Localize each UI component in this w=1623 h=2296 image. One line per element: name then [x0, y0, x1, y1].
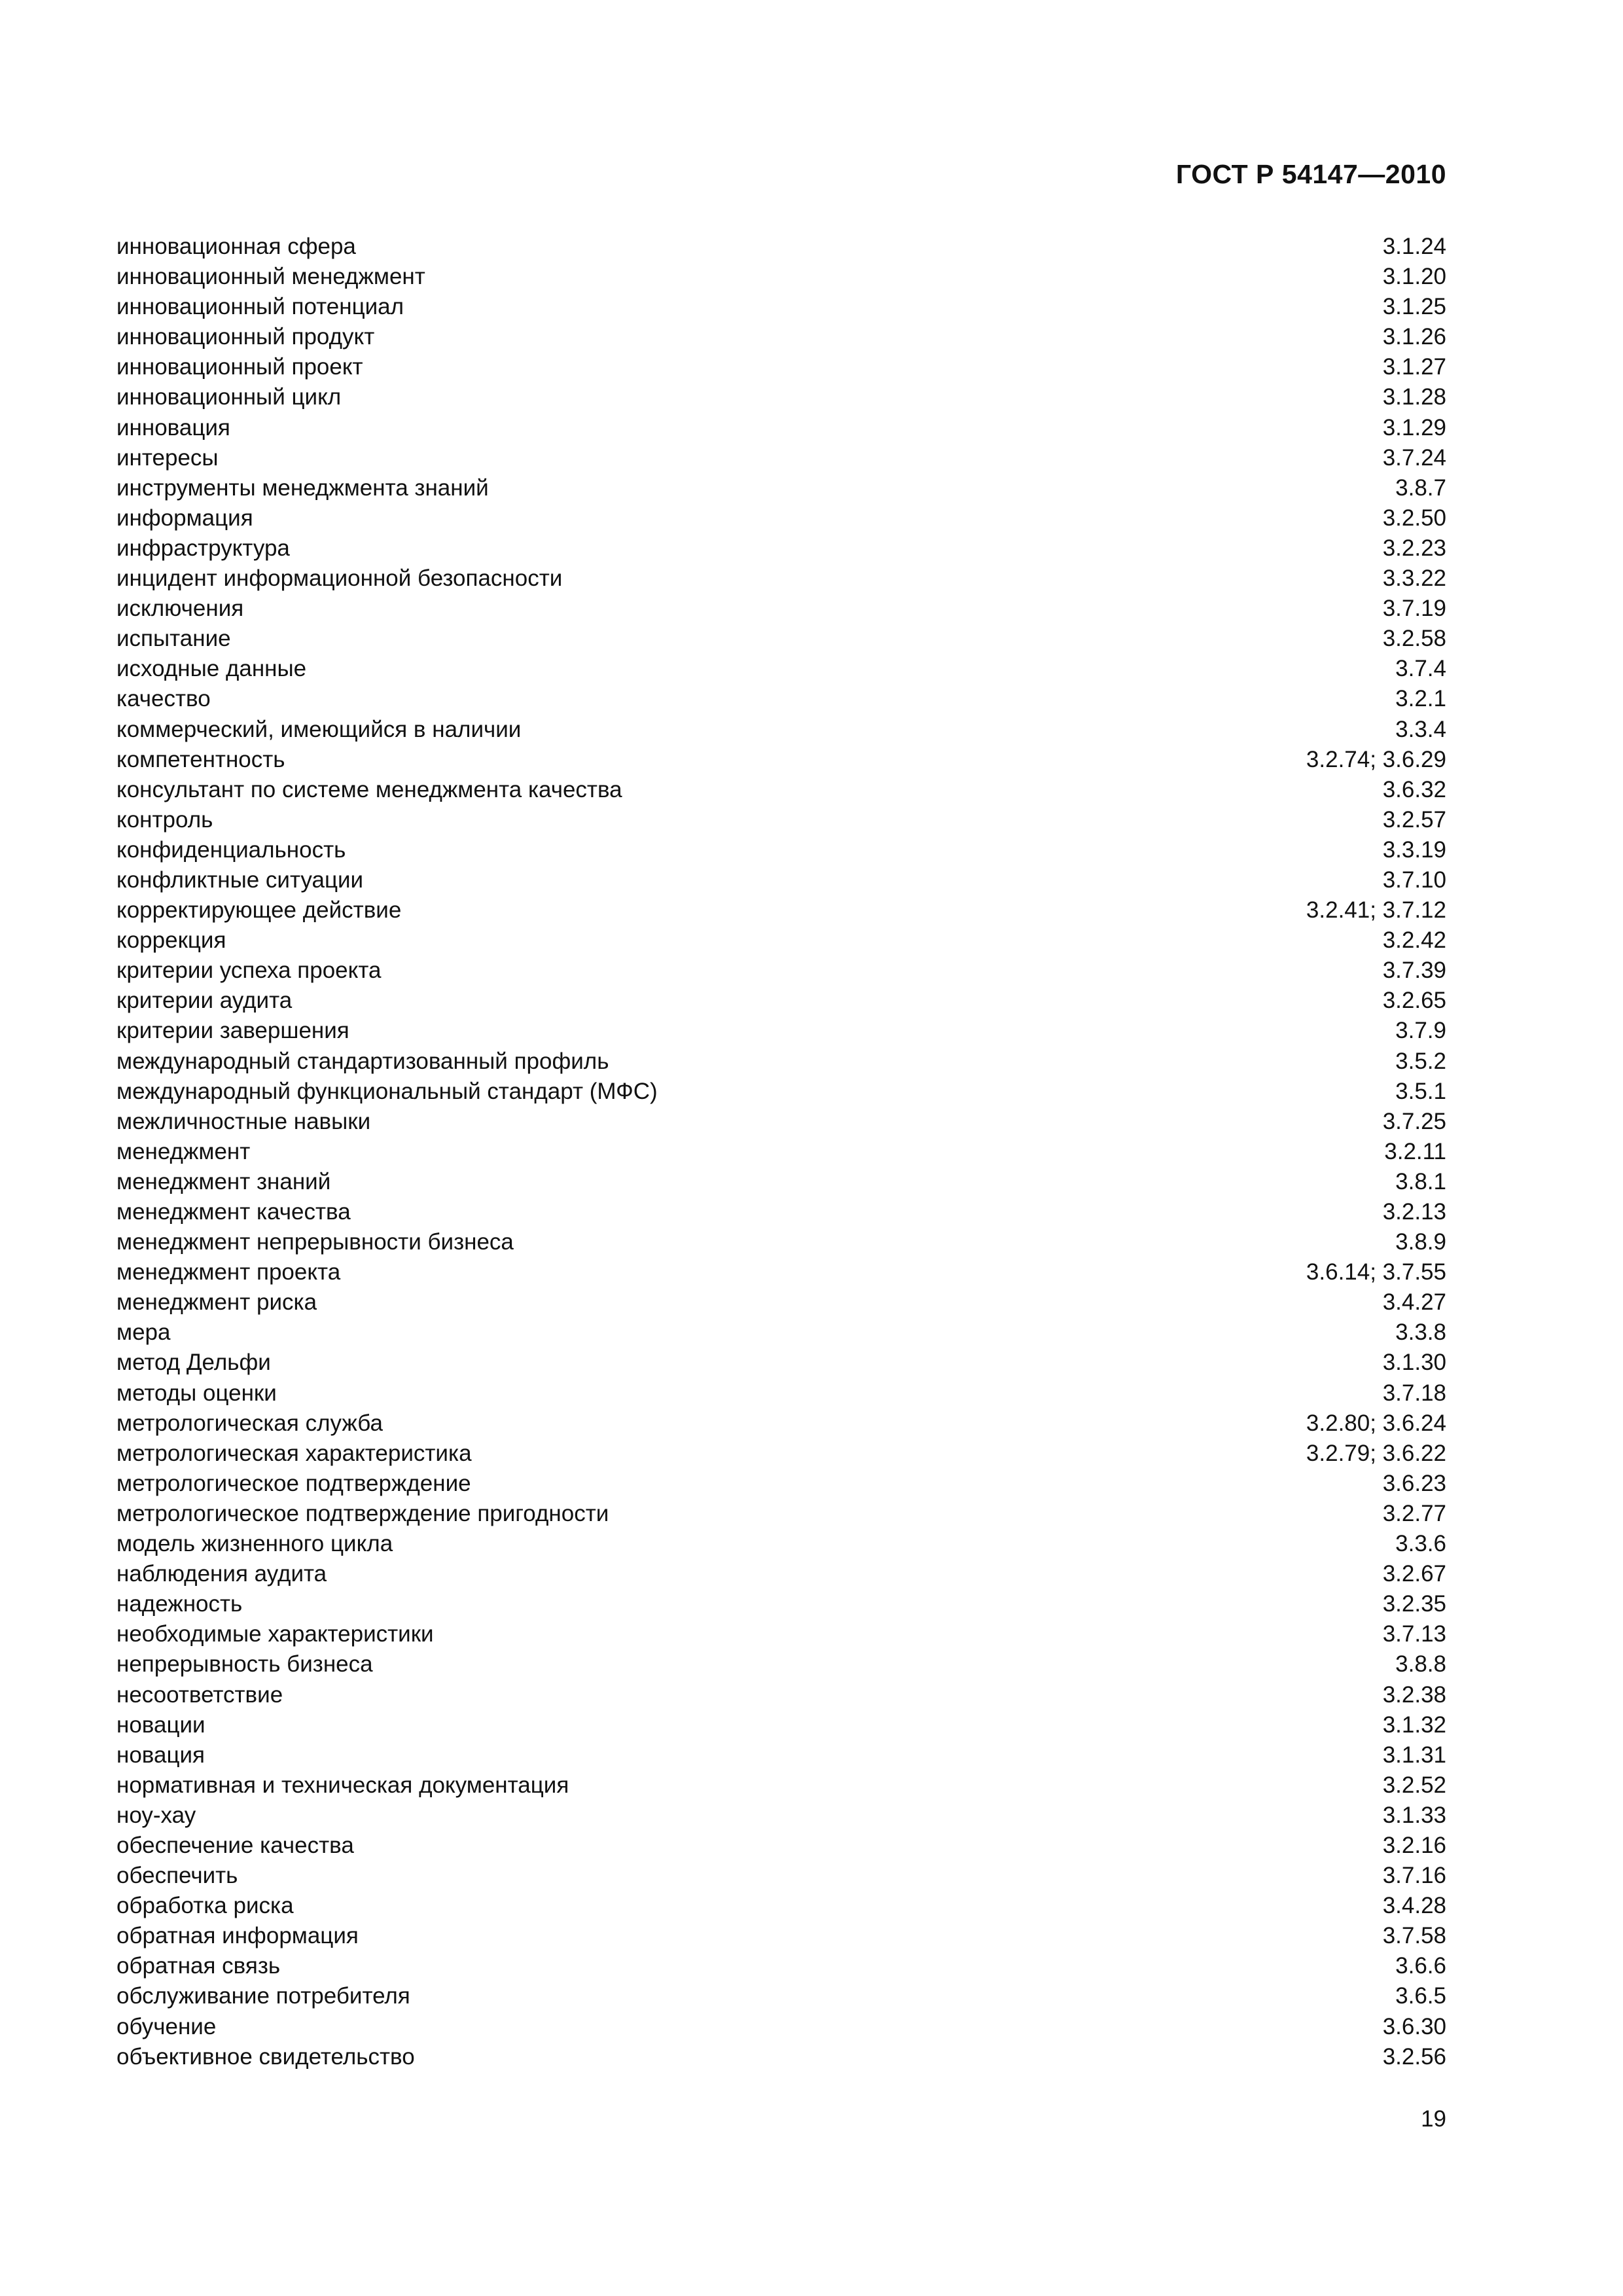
index-term: конфиденциальность: [116, 836, 346, 863]
index-row: [116, 503, 1446, 533]
index-reference: 3.7.10: [1382, 867, 1446, 893]
index-reference: 3.7.25: [1382, 1108, 1446, 1134]
index-row: [116, 1559, 1446, 1589]
index-row: [116, 805, 1446, 835]
index-term: новации: [116, 1712, 205, 1738]
index-row: [116, 292, 1446, 322]
index-reference: 3.7.9: [1395, 1018, 1446, 1044]
index-row: [116, 1921, 1446, 1951]
index-reference: 3.6.30: [1382, 2013, 1446, 2039]
index-row: [116, 956, 1446, 986]
index-reference: 3.7.24: [1382, 444, 1446, 471]
index-row: [116, 775, 1446, 805]
index-row: [116, 1408, 1446, 1439]
index-reference: 3.5.2: [1395, 1048, 1446, 1074]
index-row: [116, 1770, 1446, 1801]
index-row: [116, 2042, 1446, 2072]
index-term: межличностные навыки: [116, 1108, 371, 1134]
index-reference: 3.7.18: [1382, 1380, 1446, 1406]
index-term: коррекция: [116, 927, 226, 954]
index-row: [116, 684, 1446, 714]
index-row: [116, 1287, 1446, 1318]
index-term: метрологическое подтверждение: [116, 1470, 471, 1496]
index-term: метрологическое подтверждение пригодности: [116, 1500, 609, 1526]
index-reference: 3.4.28: [1382, 1893, 1446, 1919]
index-row: [116, 322, 1446, 352]
index-row: [116, 1439, 1446, 1469]
index-reference: 3.2.16: [1382, 1832, 1446, 1858]
index-row: [116, 925, 1446, 956]
index-term: инновационный проект: [116, 354, 363, 380]
index-reference: 3.3.19: [1382, 836, 1446, 863]
index-reference: 3.6.6: [1395, 1953, 1446, 1979]
index-term: международный стандартизованный профиль: [116, 1048, 609, 1074]
index-row: [116, 1499, 1446, 1529]
index-row: [116, 1589, 1446, 1619]
index-row: [116, 1016, 1446, 1046]
index-term: инновационный продукт: [116, 324, 375, 350]
index-term: менеджмент знаний: [116, 1168, 331, 1194]
page-number: 19: [1421, 2106, 1446, 2132]
index-row: [116, 262, 1446, 292]
term-index-list: [116, 232, 1446, 2072]
index-term: инфраструктура: [116, 535, 290, 561]
index-reference: 3.8.7: [1395, 475, 1446, 501]
index-reference: 3.2.77: [1382, 1500, 1446, 1526]
index-reference: 3.1.24: [1382, 234, 1446, 259]
index-row: [116, 2012, 1446, 2042]
index-row: [116, 382, 1446, 412]
index-row: [116, 715, 1446, 745]
index-row: [116, 1378, 1446, 1408]
index-reference: 3.7.39: [1382, 958, 1446, 984]
index-reference: 3.3.8: [1395, 1319, 1446, 1346]
index-row: [116, 1861, 1446, 1891]
index-term: новация: [116, 1742, 205, 1768]
index-term: обратная информация: [116, 1923, 359, 1949]
index-row: [116, 473, 1446, 503]
index-reference: 3.2.56: [1382, 2043, 1446, 2070]
index-term: консультант по системе менеджмента качества: [116, 776, 622, 802]
index-reference: 3.2.65: [1382, 988, 1446, 1014]
index-term: критерии аудита: [116, 988, 293, 1014]
index-reference: 3.2.1: [1395, 686, 1446, 712]
index-row: [116, 1891, 1446, 1921]
index-reference: 3.7.4: [1395, 656, 1446, 682]
index-reference: 3.2.38: [1382, 1681, 1446, 1708]
index-term: корректирующее действие: [116, 897, 402, 924]
index-term: критерии завершения: [116, 1018, 349, 1044]
index-reference: 3.1.25: [1382, 294, 1446, 320]
index-term: наблюдения аудита: [116, 1561, 327, 1587]
index-reference: 3.1.32: [1382, 1712, 1446, 1738]
index-row: [116, 1137, 1446, 1167]
index-row: [116, 986, 1446, 1016]
index-reference: 3.6.14; 3.7.55: [1306, 1259, 1446, 1285]
index-reference: 3.1.26: [1382, 324, 1446, 350]
index-term: непрерывность бизнеса: [116, 1651, 373, 1677]
index-reference: 3.1.20: [1382, 264, 1446, 290]
index-reference: 3.2.42: [1382, 927, 1446, 954]
index-term: обучение: [116, 2013, 217, 2039]
index-reference: 3.1.30: [1382, 1350, 1446, 1376]
index-row: [116, 232, 1446, 262]
index-row: [116, 1227, 1446, 1257]
index-row: [116, 895, 1446, 925]
index-term: менеджмент: [116, 1138, 251, 1164]
index-term: информация: [116, 505, 253, 531]
index-term: интересы: [116, 444, 219, 471]
index-row: [116, 564, 1446, 594]
index-term: надежность: [116, 1591, 243, 1617]
index-term: инновационный потенциал: [116, 294, 404, 320]
index-row: [116, 745, 1446, 775]
index-reference: 3.1.31: [1382, 1742, 1446, 1768]
index-term: объективное свидетельство: [116, 2043, 415, 2070]
index-row: [116, 1680, 1446, 1710]
index-reference: 3.3.4: [1395, 716, 1446, 742]
index-row: [116, 1167, 1446, 1197]
index-term: инновация: [116, 414, 230, 440]
index-reference: 3.3.6: [1395, 1531, 1446, 1557]
index-reference: 3.5.1: [1395, 1078, 1446, 1104]
index-row: [116, 1318, 1446, 1348]
index-reference: 3.2.11: [1384, 1138, 1446, 1164]
index-term: инцидент информационной безопасности: [116, 565, 563, 592]
index-row: [116, 624, 1446, 654]
index-row: [116, 1348, 1446, 1378]
index-reference: 3.2.50: [1382, 505, 1446, 531]
index-row: [116, 865, 1446, 895]
index-reference: 3.4.27: [1382, 1289, 1446, 1316]
index-term: конфликтные ситуации: [116, 867, 364, 893]
index-reference: 3.3.22: [1382, 565, 1446, 592]
index-row: [116, 443, 1446, 473]
index-term: модель жизненного цикла: [116, 1531, 393, 1557]
index-term: исходные данные: [116, 656, 307, 682]
index-term: критерии успеха проекта: [116, 958, 382, 984]
index-reference: 3.2.80; 3.6.24: [1306, 1410, 1446, 1436]
index-row: [116, 533, 1446, 564]
index-reference: 3.2.67: [1382, 1561, 1446, 1587]
index-row: [116, 1740, 1446, 1770]
index-term: обеспечение качества: [116, 1832, 354, 1858]
index-row: [116, 1801, 1446, 1831]
index-reference: 3.7.16: [1382, 1863, 1446, 1889]
index-term: ноу-хау: [116, 1802, 196, 1828]
index-reference: 3.2.13: [1382, 1199, 1446, 1225]
index-term: инновационный цикл: [116, 384, 342, 410]
index-row: [116, 1649, 1446, 1679]
index-reference: 3.8.8: [1395, 1651, 1446, 1677]
index-reference: 3.7.19: [1382, 596, 1446, 622]
index-row: [116, 1619, 1446, 1649]
index-reference: 3.2.35: [1382, 1591, 1446, 1617]
index-reference: 3.2.79; 3.6.22: [1306, 1440, 1446, 1466]
index-reference: 3.8.9: [1395, 1229, 1446, 1255]
index-term: обслуживание потребителя: [116, 1983, 410, 2009]
index-term: обработка риска: [116, 1893, 294, 1919]
index-reference: 3.2.41; 3.7.12: [1306, 897, 1446, 924]
index-term: необходимые характеристики: [116, 1621, 434, 1647]
index-row: [116, 1047, 1446, 1077]
index-term: компетентность: [116, 746, 285, 772]
index-reference: 3.6.5: [1395, 1983, 1446, 2009]
index-term: инновационная сфера: [116, 234, 356, 259]
index-reference: 3.1.29: [1382, 414, 1446, 440]
index-reference: 3.6.32: [1382, 776, 1446, 802]
index-row: [116, 1469, 1446, 1499]
index-term: несоответствие: [116, 1681, 283, 1708]
index-row: [116, 1257, 1446, 1287]
index-term: мера: [116, 1319, 171, 1346]
index-row: [116, 1529, 1446, 1559]
index-reference: 3.2.52: [1382, 1772, 1446, 1798]
index-term: испытание: [116, 626, 231, 652]
index-row: [116, 594, 1446, 624]
index-reference: 3.7.13: [1382, 1621, 1446, 1647]
document-header: ГОСТ Р 54147—2010: [1175, 159, 1446, 189]
index-term: менеджмент риска: [116, 1289, 317, 1316]
index-reference: 3.1.28: [1382, 384, 1446, 410]
index-row: [116, 352, 1446, 382]
index-reference: 3.2.58: [1382, 626, 1446, 652]
index-row: [116, 835, 1446, 865]
index-term: метрологическая характеристика: [116, 1440, 472, 1466]
index-reference: 3.2.23: [1382, 535, 1446, 561]
index-term: обеспечить: [116, 1863, 238, 1889]
index-row: [116, 1710, 1446, 1740]
index-term: международный функциональный стандарт (МФС): [116, 1078, 658, 1104]
index-row: [116, 1077, 1446, 1107]
index-row: [116, 654, 1446, 684]
index-reference: 3.1.33: [1382, 1802, 1446, 1828]
index-term: обратная связь: [116, 1953, 281, 1979]
index-term: менеджмент качества: [116, 1199, 351, 1225]
index-term: метрологическая служба: [116, 1410, 383, 1436]
index-term: менеджмент проекта: [116, 1259, 341, 1285]
index-row: [116, 1197, 1446, 1227]
index-reference: 3.6.23: [1382, 1470, 1446, 1496]
index-term: исключения: [116, 596, 244, 622]
index-row: [116, 1951, 1446, 1981]
index-term: коммерческий, имеющийся в наличии: [116, 716, 522, 742]
index-term: инновационный менеджмент: [116, 264, 425, 290]
index-term: качество: [116, 686, 211, 712]
index-reference: 3.1.27: [1382, 354, 1446, 380]
index-reference: 3.2.57: [1382, 806, 1446, 833]
index-term: инструменты менеджмента знаний: [116, 475, 489, 501]
index-reference: 3.2.74; 3.6.29: [1306, 746, 1446, 772]
index-row: [116, 413, 1446, 443]
index-reference: 3.8.1: [1395, 1168, 1446, 1194]
index-row: [116, 1107, 1446, 1137]
index-term: контроль: [116, 806, 213, 833]
index-term: нормативная и техническая документация: [116, 1772, 569, 1798]
index-term: методы оценки: [116, 1380, 277, 1406]
index-term: метод Дельфи: [116, 1350, 271, 1376]
index-term: менеджмент непрерывности бизнеса: [116, 1229, 514, 1255]
index-row: [116, 1831, 1446, 1861]
index-reference: 3.7.58: [1382, 1923, 1446, 1949]
index-row: [116, 1981, 1446, 2011]
